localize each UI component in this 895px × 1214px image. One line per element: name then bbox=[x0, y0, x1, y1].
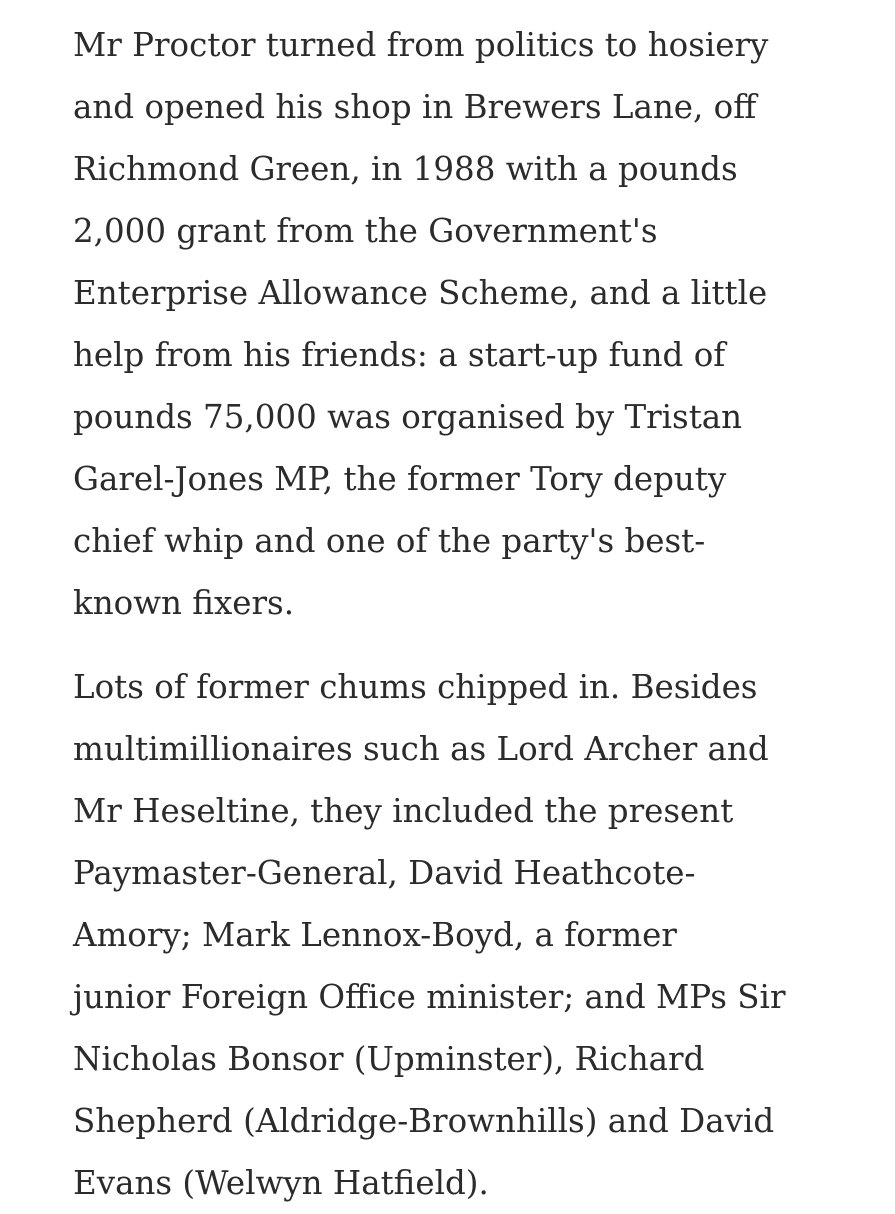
text-line: 2,000 grant from the Government's bbox=[73, 212, 658, 250]
text-line: Mr Heseltine, they included the present bbox=[73, 792, 734, 830]
text-line: multimillionaires such as Lord Archer and bbox=[73, 730, 769, 768]
text-line: Mr Proctor turned from politics to hosiery bbox=[73, 26, 769, 64]
text-line: help from his friends: a start-up fund of bbox=[73, 336, 726, 374]
article-body bbox=[73, 14, 873, 1214]
text-line: Nicholas Bonsor (Upminster), Richard bbox=[73, 1040, 705, 1078]
text-line: junior Foreign Office minister; and MPs Sir bbox=[73, 978, 786, 1016]
text-line: Evans (Welwyn Hatfield). bbox=[73, 1164, 489, 1202]
text-line: Amory; Mark Lennox-Boyd, a former bbox=[73, 916, 677, 954]
text-line: Garel-Jones MP, the former Tory deputy bbox=[73, 460, 727, 498]
text-line: Enterprise Allowance Scheme, and a little bbox=[73, 274, 768, 312]
text-line: pounds 75,000 was organised by Tristan bbox=[73, 398, 743, 436]
paragraph-1 bbox=[73, 14, 873, 634]
text-line: chief whip and one of the party's best- bbox=[73, 522, 706, 560]
text-line: known fixers. bbox=[73, 584, 295, 622]
paragraph-2 bbox=[73, 656, 873, 1214]
text-line: Paymaster-General, David Heathcote- bbox=[73, 854, 696, 892]
text-line: Shepherd (Aldridge-Brownhills) and David bbox=[73, 1102, 775, 1140]
text-line: and opened his shop in Brewers Lane, off bbox=[73, 88, 757, 126]
text-line: Richmond Green, in 1988 with a pounds bbox=[73, 150, 738, 188]
text-line: Lots of former chums chipped in. Besides bbox=[73, 668, 758, 706]
